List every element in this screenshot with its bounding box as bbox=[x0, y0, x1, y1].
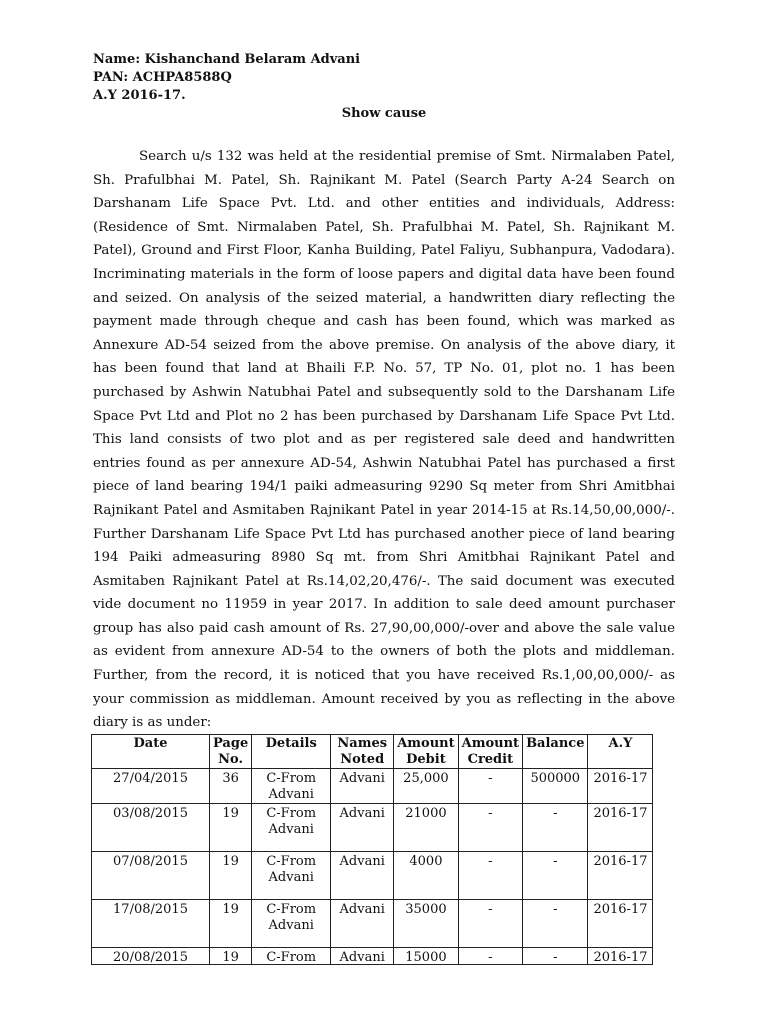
cell-debit: 25,000 bbox=[394, 769, 458, 804]
col-header-names: Names Noted bbox=[331, 735, 394, 769]
cell-ay: 2016-17 bbox=[588, 804, 653, 852]
col-header-page: Page No. bbox=[210, 735, 252, 769]
cell-balance-text: - bbox=[553, 950, 558, 964]
table-row bbox=[92, 769, 653, 804]
cell-page: 19 bbox=[210, 804, 252, 852]
cell-credit bbox=[458, 948, 522, 965]
cell-credit: - bbox=[458, 769, 522, 804]
cell-balance: - bbox=[523, 900, 588, 948]
table-row bbox=[92, 852, 653, 900]
cell-date: 03/08/2015 bbox=[92, 804, 210, 852]
cell-names: Advani bbox=[331, 804, 394, 852]
cell-details: C-From Advani bbox=[252, 900, 331, 948]
cell-details: C-From Advani bbox=[252, 804, 331, 852]
cell-ay-text: 2016-17 bbox=[593, 950, 648, 964]
cell-ay bbox=[588, 948, 653, 965]
cell-details: C-From Advani bbox=[252, 769, 331, 804]
cell-page: 36 bbox=[210, 769, 252, 804]
cell-names bbox=[331, 948, 394, 965]
cell-page-text: 19 bbox=[222, 950, 239, 964]
col-header-credit: Amount Credit bbox=[458, 735, 522, 769]
col-header-details: Details bbox=[252, 735, 331, 769]
table-row bbox=[92, 804, 653, 852]
cell-date: 07/08/2015 bbox=[92, 852, 210, 900]
body-paragraph: Search u/s 132 was held at the residential premise of Smt. Nirmalaben Patel, Sh. Prafulbhai M. Patel, Sh. Rajnikant M. Patel (Search Party A-24 Search on Darshanam Life Space Pvt. Ltd. and other entities and individuals, Address: (Residence of Smt. Nirmalaben Patel, Sh. Prafulbhai M. Patel, Sh. Rajnikant M. Patel), Ground and First Floor, Kanha Building, Patel Faliyu, Subhanpura, Vadodara). Incriminating materials in the form of loose papers and digital data have been found and seized. On analysis of the seized material, a handwritten diary reflecting the payment made through cheque and cash has been found, which was marked as Annexure AD-54 seized from the above premise. On analysis of the above diary, it has been found that land at Bhaili F.P. No. 57, TP No. 01, plot no. 1 has been purchased by Ashwin Natubhai Patel and subsequently sold to the Darshanam Life Space Pvt Ltd and Plot no 2 has been purchased by Darshanam Life Space Pvt Ltd. This land consists of two plot and as per registered sale deed and handwritten entries found as per annexure AD-54, Ashwin Natubhai Patel has purchased a first piece of land bearing 194/1 paiki admeasuring 9290 Sq meter from Shri Amitbhai Rajnikant Patel and Asmitaben Rajnikant Patel in year 2014-15 at Rs.14,50,00,000/-. Further Darshanam Life Space Pvt Ltd has purchased another piece of land bearing 194 Paiki admeasuring 8980 Sq mt. from Shri Amitbhai Rajnikant Patel and Asmitaben Rajnikant Patel at Rs.14,02,20,476/-. The said document was executed vide document no 11959 in year 2017. In addition to sale deed amount purchaser group has also paid cash amount of Rs. 27,90,00,000/-over and above the sale value as evident from annexure AD-54 to the owners of both the plots and middleman. Further, from the record, it is noticed that you have received Rs.1,00,00,000/- as your commission as middleman. Amount received by you as reflecting in the above diary is as under: bbox=[93, 149, 675, 731]
cell-credit: - bbox=[458, 804, 522, 852]
table-header-row bbox=[92, 735, 653, 769]
col-header-debit: Amount Debit bbox=[394, 735, 458, 769]
cell-names: Advani bbox=[331, 900, 394, 948]
cell-credit-text: - bbox=[488, 950, 493, 964]
cell-date bbox=[92, 948, 210, 965]
cell-balance: - bbox=[523, 852, 588, 900]
cell-debit bbox=[394, 948, 458, 965]
col-header-date: Date bbox=[92, 735, 210, 769]
cell-balance: - bbox=[523, 804, 588, 852]
cell-details-text: C-From bbox=[266, 950, 317, 964]
cell-ay: 2016-17 bbox=[588, 852, 653, 900]
cell-credit: - bbox=[458, 852, 522, 900]
table-row bbox=[92, 948, 653, 965]
cell-page: 19 bbox=[210, 900, 252, 948]
cell-credit: - bbox=[458, 900, 522, 948]
cell-balance: 500000 bbox=[523, 769, 588, 804]
cell-debit: 4000 bbox=[394, 852, 458, 900]
cell-debit: 35000 bbox=[394, 900, 458, 948]
cell-page bbox=[210, 948, 252, 965]
cell-details: C-From Advani bbox=[252, 852, 331, 900]
cell-names-text: Advani bbox=[339, 950, 385, 964]
col-header-ay: A.Y bbox=[588, 735, 653, 769]
document-title: Show cause bbox=[341, 106, 427, 121]
assessment-year: A.Y 2016-17. bbox=[93, 88, 186, 103]
diary-entries-table bbox=[91, 734, 653, 965]
cell-ay: 2016-17 bbox=[588, 900, 653, 948]
assessee-pan: PAN: ACHPA8588Q bbox=[93, 70, 232, 85]
cell-page: 19 bbox=[210, 852, 252, 900]
col-header-balance: Balance bbox=[523, 735, 588, 769]
cell-balance bbox=[523, 948, 588, 965]
cell-date: 17/08/2015 bbox=[92, 900, 210, 948]
cell-ay: 2016-17 bbox=[588, 769, 653, 804]
table-row bbox=[92, 900, 653, 948]
cell-date: 27/04/2015 bbox=[92, 769, 210, 804]
cell-debit-text: 15000 bbox=[405, 950, 447, 964]
cell-details bbox=[252, 948, 331, 965]
cell-date-text: 20/08/2015 bbox=[113, 950, 188, 964]
cell-names: Advani bbox=[331, 769, 394, 804]
assessee-name: Name: Kishanchand Belaram Advani bbox=[93, 52, 361, 67]
cell-debit: 21000 bbox=[394, 804, 458, 852]
cell-names: Advani bbox=[331, 852, 394, 900]
